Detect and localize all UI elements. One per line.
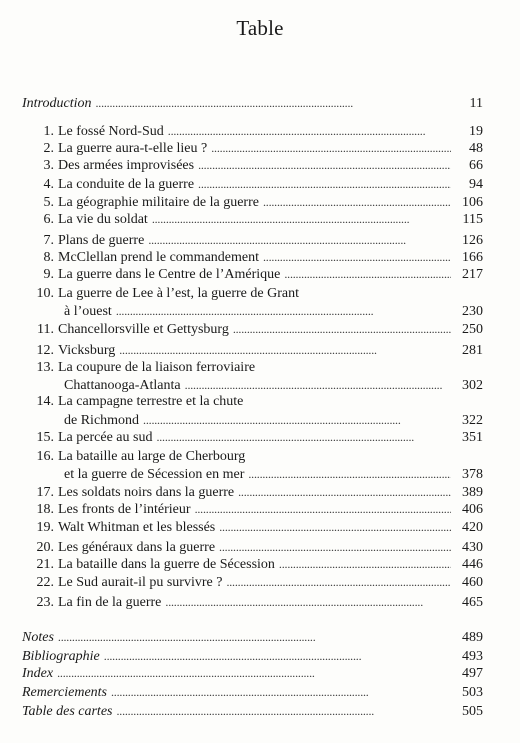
toc-entry [26, 249, 483, 266]
chapter-number: 23. [36, 595, 54, 610]
chapter-number: 11. [37, 322, 54, 337]
chapter-number: 21. [36, 557, 54, 572]
toc-page-number: 389 [462, 485, 483, 500]
chapter-title [26, 233, 144, 249]
toc-entry [22, 665, 483, 682]
chapter-title-text: Des armées improvisées [58, 158, 195, 173]
chapter-title [26, 177, 194, 193]
chapter-title-continued: et la guerre de Sécession en mer [64, 467, 245, 482]
toc-entry [26, 519, 483, 536]
chapter-title-text: La bataille dans la guerre de Sécession [58, 557, 275, 572]
toc-entry-label: Notes [22, 630, 54, 645]
dot-leader [238, 484, 451, 500]
chapter-number: 13. [36, 360, 54, 375]
dot-leader [143, 412, 451, 428]
toc-entry [26, 429, 483, 446]
toc-entry [26, 194, 483, 211]
toc-entry [26, 449, 245, 465]
toc-page-number: 94 [469, 177, 483, 192]
toc-entry [26, 140, 483, 157]
dot-leader [195, 501, 451, 517]
toc-entry-label: Table des cartes [22, 704, 113, 719]
chapter-title-continued: Chattanooga-Atlanta [64, 378, 181, 393]
dot-leader [156, 429, 451, 445]
chapter-number: 15. [36, 430, 54, 445]
dot-leader [116, 703, 451, 719]
toc-page-number: 505 [462, 704, 483, 719]
chapter-title [26, 212, 148, 228]
dot-leader [248, 466, 451, 482]
chapter-title [26, 430, 152, 446]
toc-page-number: 281 [462, 343, 483, 358]
dot-leader [148, 232, 451, 248]
toc-page-number: 378 [462, 467, 483, 482]
toc-page-number: 302 [462, 378, 483, 393]
toc-page-number: 250 [462, 322, 483, 337]
chapter-number: 1. [43, 124, 54, 139]
toc-page-number: 66 [469, 158, 483, 173]
toc-entry [26, 377, 483, 394]
page-title: Table [236, 16, 284, 40]
toc-entry [22, 703, 483, 720]
toc-entry [26, 266, 483, 283]
toc-entry-label: Index [22, 666, 54, 681]
chapter-title [26, 322, 229, 338]
toc-entry [22, 95, 483, 112]
dot-leader [198, 176, 451, 192]
toc-page-number: 430 [462, 540, 483, 555]
chapter-title [26, 540, 215, 556]
chapter-title [26, 158, 194, 174]
chapter-title-text: Les généraux dans la guerre [58, 540, 216, 555]
toc-entry [26, 321, 483, 338]
chapter-number: 20. [36, 540, 54, 555]
chapter-number: 7. [43, 233, 54, 248]
chapter-title-text: La percée au sud [58, 430, 153, 445]
chapter-title-continued: de Richmond [64, 413, 140, 428]
dot-leader [116, 303, 451, 319]
toc-entry-label: Remerciements [22, 685, 107, 700]
toc-page-number: 406 [462, 502, 483, 517]
toc-entry [22, 648, 483, 665]
chapter-number: 6. [43, 212, 54, 227]
chapter-title-text: Plans de guerre [58, 233, 145, 248]
toc-entry [26, 539, 483, 556]
dot-leader [263, 249, 451, 265]
toc-entry [22, 629, 483, 646]
toc-entry-label: Introduction [22, 96, 92, 111]
toc-page-number: 217 [462, 267, 483, 282]
chapter-title [26, 250, 259, 266]
dot-leader [57, 665, 451, 681]
dot-leader [95, 95, 451, 111]
chapter-number: 10. [36, 286, 54, 301]
toc-page-number: 493 [462, 649, 483, 664]
chapter-title [26, 343, 115, 359]
chapter-title [26, 449, 245, 465]
chapter-title [26, 360, 255, 376]
toc-entry [26, 303, 483, 320]
dot-leader [284, 266, 451, 282]
dot-leader [279, 556, 451, 572]
chapter-title-text: Chancellorsville et Gettysburg [58, 322, 229, 337]
chapter-number: 18. [36, 502, 54, 517]
chapter-number: 19. [36, 520, 54, 535]
chapter-title [26, 286, 299, 302]
toc-page-number: 465 [462, 595, 483, 610]
toc-page-number: 106 [462, 195, 483, 210]
chapter-number: 4. [43, 177, 54, 192]
toc-page-number: 497 [462, 666, 483, 681]
chapter-title-text: Walt Whitman et les blessés [58, 520, 216, 535]
chapter-title [26, 520, 215, 536]
toc-page-number: 420 [462, 520, 483, 535]
chapter-title [26, 575, 222, 591]
chapter-title [26, 557, 275, 573]
toc-page-number: 489 [462, 630, 483, 645]
toc-entry [26, 360, 255, 376]
chapter-number: 5. [43, 195, 54, 210]
dot-leader [226, 574, 451, 590]
toc-entry [26, 342, 483, 359]
toc-page-number: 351 [462, 430, 483, 445]
chapter-title-text: McClellan prend le commandement [58, 250, 259, 265]
chapter-title [26, 595, 161, 611]
dot-leader [119, 342, 451, 358]
chapter-number: 9. [43, 267, 54, 282]
dot-leader [185, 377, 451, 393]
toc-entry [22, 684, 483, 701]
chapter-title [26, 124, 164, 140]
dot-leader [104, 648, 451, 664]
toc-entry [26, 556, 483, 573]
dot-leader [219, 519, 451, 535]
chapter-title-text: La géographie militaire de la guerre [58, 195, 259, 210]
toc-page-number: 126 [462, 233, 483, 248]
chapter-title-text: La campagne terrestre et la chute [58, 394, 244, 409]
chapter-title-text: La guerre de Lee à l’est, la guerre de Grant [58, 286, 299, 301]
chapter-title [26, 267, 280, 283]
toc-page-number: 322 [462, 413, 483, 428]
chapter-number: 3. [43, 158, 54, 173]
chapter-number: 14. [36, 394, 54, 409]
chapter-title [26, 394, 243, 410]
chapter-number: 8. [43, 250, 54, 265]
chapter-title-text: Le Sud aurait-il pu survivre ? [58, 575, 223, 590]
toc-entry [26, 176, 483, 193]
toc-entry [26, 232, 483, 249]
dot-leader [263, 194, 451, 210]
chapter-title-text: La guerre aura-t-elle lieu ? [58, 141, 208, 156]
chapter-title-text: Les fronts de l’intérieur [58, 502, 191, 517]
chapter-title [26, 502, 191, 518]
dot-leader [58, 629, 451, 645]
dot-leader [198, 157, 451, 173]
toc-entry [26, 123, 483, 140]
chapter-title [26, 141, 207, 157]
toc-entry [26, 286, 299, 302]
dot-leader [165, 594, 451, 610]
chapter-title-text: La guerre dans le Centre de l’Amérique [58, 267, 281, 282]
dot-leader [233, 321, 451, 337]
toc-entry [26, 466, 483, 483]
chapter-number: 22. [36, 575, 54, 590]
toc-page-number: 11 [469, 96, 483, 111]
dot-leader [111, 684, 451, 700]
chapter-title-text: Les soldats noirs dans la guerre [58, 485, 235, 500]
toc-entry [26, 501, 483, 518]
toc-page-number: 503 [462, 685, 483, 700]
chapter-title-text: La vie du soldat [58, 212, 148, 227]
toc-page-number: 446 [462, 557, 483, 572]
chapter-title-text: La bataille au large de Cherbourg [58, 449, 246, 464]
toc-page-number: 48 [469, 141, 483, 156]
chapter-title [26, 195, 259, 211]
toc-page-number: 460 [462, 575, 483, 590]
toc-entry [26, 211, 483, 228]
chapter-title-text: Le fossé Nord-Sud [58, 124, 164, 139]
toc-entry [26, 157, 483, 174]
chapter-number: 17. [36, 485, 54, 500]
toc-page-number: 115 [462, 212, 483, 227]
chapter-title-text: La conduite de la guerre [58, 177, 195, 192]
toc-entry-label: Bibliographie [22, 649, 100, 664]
toc-entry [26, 484, 483, 501]
dot-leader [152, 211, 451, 227]
chapter-number: 16. [36, 449, 54, 464]
dot-leader [219, 539, 451, 555]
chapter-number: 12. [36, 343, 54, 358]
chapter-number: 2. [43, 141, 54, 156]
chapter-title-continued: à l’ouest [64, 304, 112, 319]
toc-entry [26, 574, 483, 591]
chapter-title-text: La fin de la guerre [58, 595, 162, 610]
chapter-title [26, 485, 234, 501]
toc-page-number: 166 [462, 250, 483, 265]
toc-entry [26, 594, 483, 611]
chapter-title-text: La coupure de la liaison ferroviaire [58, 360, 256, 375]
dot-leader [211, 140, 451, 156]
toc-page-number: 230 [462, 304, 483, 319]
toc-entry [26, 394, 243, 410]
toc-entry [26, 412, 483, 429]
dot-leader [168, 123, 451, 139]
toc-page-number: 19 [469, 124, 483, 139]
chapter-title-text: Vicksburg [58, 343, 116, 358]
